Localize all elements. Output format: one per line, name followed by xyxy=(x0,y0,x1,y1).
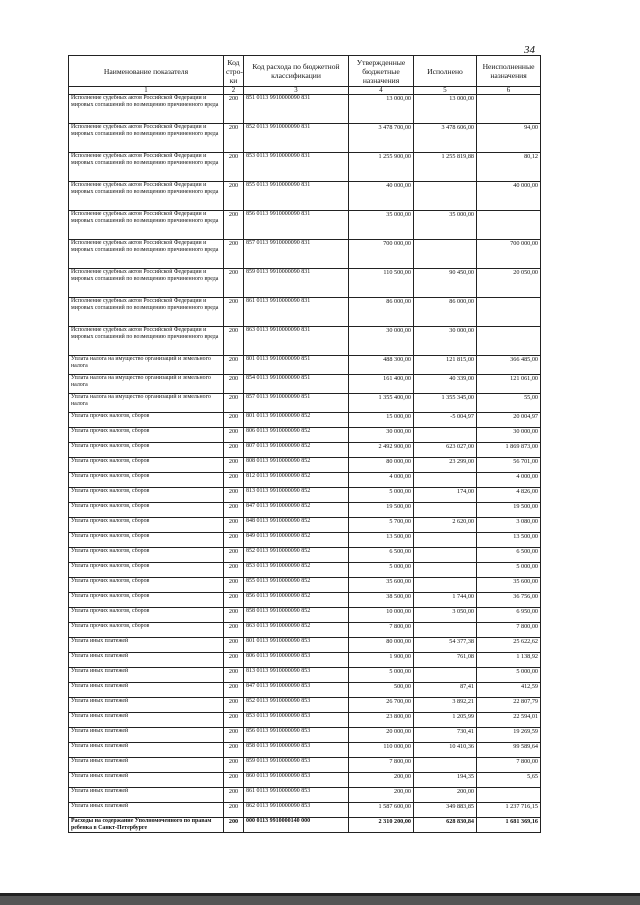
cell-budget-code: 863 0113 9910000090 852 xyxy=(244,623,349,638)
cell-name: Уплата прочих налогов, сборов xyxy=(69,623,224,638)
cell-unexecuted: 5 000,00 xyxy=(477,563,541,578)
cell-unexecuted xyxy=(477,327,541,356)
table-row xyxy=(69,240,541,269)
cell-approved: 40 000,00 xyxy=(349,182,414,211)
cell-row-code: 200 xyxy=(224,788,244,803)
total-cell-budget-code: 000 0113 9910000140 000 xyxy=(244,818,349,833)
cell-unexecuted: 1 138,92 xyxy=(477,653,541,668)
cell-name: Уплата прочих налогов, сборов xyxy=(69,413,224,428)
table-row xyxy=(69,713,541,728)
cell-unexecuted: 1 869 873,00 xyxy=(477,443,541,458)
cell-approved: 5 700,00 xyxy=(349,518,414,533)
cell-executed: 1 744,00 xyxy=(414,593,477,608)
cell-name: Уплата иных платежей xyxy=(69,653,224,668)
cell-executed xyxy=(414,668,477,683)
column-number: 5 xyxy=(414,87,477,95)
cell-name: Уплата иных платежей xyxy=(69,728,224,743)
table-row xyxy=(69,211,541,240)
cell-row-code: 200 xyxy=(224,356,244,375)
cell-executed xyxy=(414,503,477,518)
cell-executed: -5 004,97 xyxy=(414,413,477,428)
table-row xyxy=(69,668,541,683)
cell-budget-code: 855 0113 9910000090 852 xyxy=(244,578,349,593)
table-row xyxy=(69,269,541,298)
cell-budget-code: 853 0113 9910000090 853 xyxy=(244,713,349,728)
table-row xyxy=(69,698,541,713)
cell-unexecuted: 3 080,00 xyxy=(477,518,541,533)
cell-executed xyxy=(414,623,477,638)
cell-name: Исполнение судебных актов Российской Федерации и мировых соглашений по возмещению причиненного вреда xyxy=(69,211,224,240)
cell-name: Исполнение судебных актов Российской Федерации и мировых соглашений по возмещению причиненного вреда xyxy=(69,124,224,153)
table-row xyxy=(69,95,541,124)
cell-name: Уплата иных платежей xyxy=(69,638,224,653)
table-row xyxy=(69,518,541,533)
cell-executed: 10 410,36 xyxy=(414,743,477,758)
cell-approved: 7 800,00 xyxy=(349,623,414,638)
cell-name: Уплата прочих налогов, сборов xyxy=(69,503,224,518)
column-number: 2 xyxy=(224,87,244,95)
cell-approved: 6 500,00 xyxy=(349,548,414,563)
cell-budget-code: 859 0113 9910000090 853 xyxy=(244,758,349,773)
cell-approved: 1 255 900,00 xyxy=(349,153,414,182)
cell-name: Исполнение судебных актов Российской Федерации и мировых соглашений по возмещению причиненного вреда xyxy=(69,182,224,211)
table-row xyxy=(69,327,541,356)
cell-unexecuted: 30 000,00 xyxy=(477,428,541,443)
cell-approved: 1 355 400,00 xyxy=(349,394,414,413)
cell-approved: 38 500,00 xyxy=(349,593,414,608)
cell-row-code: 200 xyxy=(224,743,244,758)
cell-executed: 1 205,99 xyxy=(414,713,477,728)
header-row-code: Код стро-ки xyxy=(224,56,244,87)
cell-row-code: 200 xyxy=(224,683,244,698)
cell-row-code: 200 xyxy=(224,443,244,458)
cell-name: Уплата прочих налогов, сборов xyxy=(69,578,224,593)
cell-approved: 7 800,00 xyxy=(349,758,414,773)
cell-row-code: 200 xyxy=(224,211,244,240)
cell-approved: 80 000,00 xyxy=(349,458,414,473)
cell-executed: 54 377,38 xyxy=(414,638,477,653)
cell-name: Уплата прочих налогов, сборов xyxy=(69,488,224,503)
page-number: 34 xyxy=(524,44,535,56)
cell-row-code: 200 xyxy=(224,394,244,413)
cell-row-code: 200 xyxy=(224,653,244,668)
cell-row-code: 200 xyxy=(224,124,244,153)
table-row xyxy=(69,788,541,803)
table-row xyxy=(69,773,541,788)
cell-approved: 15 000,00 xyxy=(349,413,414,428)
cell-unexecuted: 7 800,00 xyxy=(477,623,541,638)
cell-budget-code: 806 0113 9910000090 853 xyxy=(244,653,349,668)
cell-executed: 23 299,00 xyxy=(414,458,477,473)
table-row xyxy=(69,413,541,428)
cell-approved: 30 000,00 xyxy=(349,428,414,443)
cell-budget-code: 855 0113 9910000090 831 xyxy=(244,182,349,211)
table-row xyxy=(69,356,541,375)
cell-unexecuted: 13 500,00 xyxy=(477,533,541,548)
cell-budget-code: 858 0113 9910000090 852 xyxy=(244,608,349,623)
cell-executed: 1 255 819,88 xyxy=(414,153,477,182)
cell-budget-code: 862 0113 9910000090 853 xyxy=(244,803,349,818)
cell-approved: 200,00 xyxy=(349,788,414,803)
column-number: 3 xyxy=(244,87,349,95)
cell-approved: 161 400,00 xyxy=(349,375,414,394)
cell-row-code: 200 xyxy=(224,327,244,356)
cell-unexecuted: 5 000,00 xyxy=(477,668,541,683)
table-row xyxy=(69,375,541,394)
cell-unexecuted: 20 004,97 xyxy=(477,413,541,428)
table-row xyxy=(69,683,541,698)
cell-budget-code: 859 0113 9910000090 831 xyxy=(244,269,349,298)
cell-budget-code: 856 0113 9910000090 831 xyxy=(244,211,349,240)
cell-row-code: 200 xyxy=(224,713,244,728)
cell-unexecuted: 56 701,00 xyxy=(477,458,541,473)
column-number: 6 xyxy=(477,87,541,95)
cell-unexecuted: 5,65 xyxy=(477,773,541,788)
cell-budget-code: 860 0113 9910000090 853 xyxy=(244,773,349,788)
cell-budget-code: 813 0113 9910000090 853 xyxy=(244,668,349,683)
cell-name: Исполнение судебных актов Российской Федерации и мировых соглашений по возмещению причиненного вреда xyxy=(69,298,224,327)
cell-approved: 35 000,00 xyxy=(349,211,414,240)
table-row xyxy=(69,488,541,503)
cell-name: Исполнение судебных актов Российской Федерации и мировых соглашений по возмещению причиненного вреда xyxy=(69,95,224,124)
cell-unexecuted: 1 237 716,15 xyxy=(477,803,541,818)
cell-budget-code: 848 0113 9910000090 852 xyxy=(244,518,349,533)
cell-budget-code: 813 0113 9910000090 852 xyxy=(244,488,349,503)
cell-row-code: 200 xyxy=(224,578,244,593)
cell-executed: 30 000,00 xyxy=(414,327,477,356)
table-row xyxy=(69,803,541,818)
cell-unexecuted xyxy=(477,788,541,803)
cell-approved: 3 478 700,00 xyxy=(349,124,414,153)
cell-row-code: 200 xyxy=(224,803,244,818)
cell-unexecuted: 121 061,00 xyxy=(477,375,541,394)
cell-approved: 700 000,00 xyxy=(349,240,414,269)
cell-executed: 3 478 606,00 xyxy=(414,124,477,153)
cell-unexecuted: 20 050,00 xyxy=(477,269,541,298)
cell-approved: 13 000,00 xyxy=(349,95,414,124)
cell-name: Исполнение судебных актов Российской Федерации и мировых соглашений по возмещению причиненного вреда xyxy=(69,240,224,269)
cell-row-code: 200 xyxy=(224,375,244,394)
total-cell-unexecuted: 1 681 369,16 xyxy=(477,818,541,833)
cell-row-code: 200 xyxy=(224,548,244,563)
cell-row-code: 200 xyxy=(224,698,244,713)
cell-row-code: 200 xyxy=(224,488,244,503)
cell-approved: 10 000,00 xyxy=(349,608,414,623)
cell-approved: 13 500,00 xyxy=(349,533,414,548)
cell-name: Уплата иных платежей xyxy=(69,713,224,728)
cell-executed: 623 027,00 xyxy=(414,443,477,458)
cell-approved: 5 000,00 xyxy=(349,668,414,683)
table-row xyxy=(69,443,541,458)
cell-executed: 761,08 xyxy=(414,653,477,668)
table-row xyxy=(69,533,541,548)
table-row xyxy=(69,593,541,608)
cell-row-code: 200 xyxy=(224,182,244,211)
cell-executed xyxy=(414,182,477,211)
cell-executed: 90 450,00 xyxy=(414,269,477,298)
cell-unexecuted: 94,00 xyxy=(477,124,541,153)
cell-unexecuted: 366 485,00 xyxy=(477,356,541,375)
cell-budget-code: 861 0113 9910000090 831 xyxy=(244,298,349,327)
cell-budget-code: 812 0113 9910000090 852 xyxy=(244,473,349,488)
cell-row-code: 200 xyxy=(224,95,244,124)
table-row xyxy=(69,623,541,638)
cell-budget-code: 808 0113 9910000090 852 xyxy=(244,458,349,473)
cell-executed xyxy=(414,563,477,578)
cell-budget-code: 801 0113 9910000090 852 xyxy=(244,413,349,428)
cell-row-code: 200 xyxy=(224,428,244,443)
cell-budget-code: 857 0113 9910000090 831 xyxy=(244,240,349,269)
cell-approved: 30 000,00 xyxy=(349,327,414,356)
cell-name: Уплата иных платежей xyxy=(69,698,224,713)
cell-unexecuted: 22 807,79 xyxy=(477,698,541,713)
column-number: 1 xyxy=(69,87,224,95)
cell-executed xyxy=(414,578,477,593)
cell-executed: 40 339,00 xyxy=(414,375,477,394)
cell-approved: 5 000,00 xyxy=(349,563,414,578)
table-row xyxy=(69,458,541,473)
total-cell-executed: 628 830,84 xyxy=(414,818,477,833)
cell-unexecuted xyxy=(477,211,541,240)
cell-executed: 3 892,21 xyxy=(414,698,477,713)
cell-approved: 23 800,00 xyxy=(349,713,414,728)
cell-budget-code: 801 0113 9910000090 853 xyxy=(244,638,349,653)
table-row xyxy=(69,298,541,327)
table-row xyxy=(69,653,541,668)
cell-row-code: 200 xyxy=(224,728,244,743)
cell-name: Уплата иных платежей xyxy=(69,758,224,773)
cell-unexecuted: 19 500,00 xyxy=(477,503,541,518)
cell-name: Уплата иных платежей xyxy=(69,743,224,758)
cell-name: Исполнение судебных актов Российской Федерации и мировых соглашений по возмещению причиненного вреда xyxy=(69,153,224,182)
total-cell-row-code: 200 xyxy=(224,818,244,833)
cell-budget-code: 861 0113 9910000090 853 xyxy=(244,788,349,803)
cell-approved: 110 000,00 xyxy=(349,743,414,758)
cell-approved: 35 600,00 xyxy=(349,578,414,593)
cell-approved: 80 000,00 xyxy=(349,638,414,653)
cell-executed: 3 050,00 xyxy=(414,608,477,623)
cell-name: Уплата иных платежей xyxy=(69,668,224,683)
cell-name: Уплата налога на имущество организаций и земельного налога xyxy=(69,356,224,375)
cell-approved: 488 300,00 xyxy=(349,356,414,375)
cell-unexecuted: 80,12 xyxy=(477,153,541,182)
table-row xyxy=(69,743,541,758)
table-row xyxy=(69,608,541,623)
header-unexecuted: Неисполненные назначения xyxy=(477,56,541,87)
cell-row-code: 200 xyxy=(224,503,244,518)
cell-row-code: 200 xyxy=(224,298,244,327)
cell-approved: 2 492 900,00 xyxy=(349,443,414,458)
cell-executed: 174,00 xyxy=(414,488,477,503)
cell-name: Уплата иных платежей xyxy=(69,683,224,698)
table-row xyxy=(69,578,541,593)
table-row xyxy=(69,182,541,211)
header-name: Наименование показателя xyxy=(69,56,224,87)
cell-name: Уплата иных платежей xyxy=(69,803,224,818)
cell-unexecuted: 25 622,62 xyxy=(477,638,541,653)
cell-row-code: 200 xyxy=(224,240,244,269)
budget-execution-table xyxy=(68,55,541,833)
cell-budget-code: 853 0113 9910000090 852 xyxy=(244,563,349,578)
cell-unexecuted: 40 000,00 xyxy=(477,182,541,211)
cell-approved: 86 000,00 xyxy=(349,298,414,327)
cell-unexecuted xyxy=(477,298,541,327)
table-header-row xyxy=(69,56,541,87)
cell-name: Исполнение судебных актов Российской Федерации и мировых соглашений по возмещению причиненного вреда xyxy=(69,327,224,356)
cell-executed: 1 355 345,00 xyxy=(414,394,477,413)
cell-budget-code: 858 0113 9910000090 853 xyxy=(244,743,349,758)
total-cell-name: Расходы на содержание Уполномоченного по правам ребенка в Санкт-Петербурге xyxy=(69,818,224,833)
table-row xyxy=(69,548,541,563)
cell-budget-code: 847 0113 9910000090 853 xyxy=(244,683,349,698)
cell-row-code: 200 xyxy=(224,593,244,608)
cell-executed: 13 000,00 xyxy=(414,95,477,124)
cell-executed: 35 000,00 xyxy=(414,211,477,240)
header-approved: Утвержденные бюджетные назначения xyxy=(349,56,414,87)
cell-executed: 86 000,00 xyxy=(414,298,477,327)
cell-budget-code: 863 0113 9910000090 831 xyxy=(244,327,349,356)
cell-executed: 349 883,85 xyxy=(414,803,477,818)
table-row xyxy=(69,638,541,653)
cell-executed xyxy=(414,428,477,443)
cell-unexecuted: 19 269,59 xyxy=(477,728,541,743)
table-row xyxy=(69,758,541,773)
total-cell-approved: 2 310 200,00 xyxy=(349,818,414,833)
cell-approved: 26 700,00 xyxy=(349,698,414,713)
cell-budget-code: 852 0113 9910000090 831 xyxy=(244,124,349,153)
table-row xyxy=(69,153,541,182)
cell-approved: 200,00 xyxy=(349,773,414,788)
cell-row-code: 200 xyxy=(224,773,244,788)
cell-executed xyxy=(414,533,477,548)
header-executed: Исполнено xyxy=(414,56,477,87)
cell-name: Уплата прочих налогов, сборов xyxy=(69,443,224,458)
cell-unexecuted: 36 756,00 xyxy=(477,593,541,608)
cell-name: Уплата прочих налогов, сборов xyxy=(69,533,224,548)
cell-executed xyxy=(414,240,477,269)
cell-unexecuted: 35 600,00 xyxy=(477,578,541,593)
cell-unexecuted: 7 800,00 xyxy=(477,758,541,773)
cell-row-code: 200 xyxy=(224,153,244,182)
cell-approved: 500,00 xyxy=(349,683,414,698)
cell-approved: 1 587 600,00 xyxy=(349,803,414,818)
cell-name: Исполнение судебных актов Российской Федерации и мировых соглашений по возмещению причиненного вреда xyxy=(69,269,224,298)
cell-unexecuted: 6 500,00 xyxy=(477,548,541,563)
cell-budget-code: 854 0113 9910000090 851 xyxy=(244,375,349,394)
cell-executed xyxy=(414,548,477,563)
cell-name: Уплата прочих налогов, сборов xyxy=(69,608,224,623)
column-number: 4 xyxy=(349,87,414,95)
cell-budget-code: 849 0113 9910000090 852 xyxy=(244,533,349,548)
table-row xyxy=(69,503,541,518)
cell-name: Уплата прочих налогов, сборов xyxy=(69,518,224,533)
cell-budget-code: 856 0113 9910000090 852 xyxy=(244,593,349,608)
cell-executed xyxy=(414,758,477,773)
cell-name: Уплата прочих налогов, сборов xyxy=(69,458,224,473)
cell-row-code: 200 xyxy=(224,758,244,773)
cell-unexecuted: 4 000,00 xyxy=(477,473,541,488)
cell-row-code: 200 xyxy=(224,473,244,488)
cell-row-code: 200 xyxy=(224,668,244,683)
cell-executed xyxy=(414,473,477,488)
cell-unexecuted: 99 589,64 xyxy=(477,743,541,758)
cell-row-code: 200 xyxy=(224,269,244,298)
table-row xyxy=(69,728,541,743)
cell-approved: 20 000,00 xyxy=(349,728,414,743)
cell-budget-code: 857 0113 9910000090 851 xyxy=(244,394,349,413)
cell-name: Уплата прочих налогов, сборов xyxy=(69,548,224,563)
cell-unexecuted: 55,00 xyxy=(477,394,541,413)
cell-budget-code: 852 0113 9910000090 853 xyxy=(244,698,349,713)
cell-row-code: 200 xyxy=(224,623,244,638)
cell-row-code: 200 xyxy=(224,518,244,533)
cell-row-code: 200 xyxy=(224,413,244,428)
table-body xyxy=(69,95,541,833)
cell-unexecuted: 4 826,00 xyxy=(477,488,541,503)
cell-approved: 4 000,00 xyxy=(349,473,414,488)
cell-row-code: 200 xyxy=(224,458,244,473)
cell-unexecuted xyxy=(477,95,541,124)
cell-budget-code: 853 0113 9910000090 831 xyxy=(244,153,349,182)
header-budget-code: Код расхода по бюджетной классификации xyxy=(244,56,349,87)
table-row xyxy=(69,473,541,488)
table-row xyxy=(69,394,541,413)
cell-name: Уплата иных платежей xyxy=(69,788,224,803)
cell-budget-code: 847 0113 9910000090 852 xyxy=(244,503,349,518)
cell-executed: 194,35 xyxy=(414,773,477,788)
cell-budget-code: 807 0113 9910000090 852 xyxy=(244,443,349,458)
cell-approved: 19 500,00 xyxy=(349,503,414,518)
cell-name: Уплата иных платежей xyxy=(69,773,224,788)
cell-row-code: 200 xyxy=(224,563,244,578)
cell-approved: 5 000,00 xyxy=(349,488,414,503)
cell-unexecuted: 700 000,00 xyxy=(477,240,541,269)
cell-executed: 2 620,00 xyxy=(414,518,477,533)
cell-budget-code: 806 0113 9910000090 852 xyxy=(244,428,349,443)
cell-executed: 121 815,00 xyxy=(414,356,477,375)
cell-unexecuted: 6 950,00 xyxy=(477,608,541,623)
total-row xyxy=(69,818,541,833)
cell-budget-code: 852 0113 9910000090 852 xyxy=(244,548,349,563)
cell-name: Уплата прочих налогов, сборов xyxy=(69,473,224,488)
cell-name: Уплата налога на имущество организаций и земельного налога xyxy=(69,375,224,394)
cell-approved: 1 900,00 xyxy=(349,653,414,668)
cell-budget-code: 856 0113 9910000090 853 xyxy=(244,728,349,743)
cell-budget-code: 851 0113 9910000090 831 xyxy=(244,95,349,124)
cell-name: Уплата прочих налогов, сборов xyxy=(69,563,224,578)
cell-executed: 87,41 xyxy=(414,683,477,698)
cell-executed: 730,41 xyxy=(414,728,477,743)
cell-row-code: 200 xyxy=(224,608,244,623)
cell-row-code: 200 xyxy=(224,533,244,548)
cell-approved: 110 500,00 xyxy=(349,269,414,298)
table-row xyxy=(69,563,541,578)
cell-name: Уплата прочих налогов, сборов xyxy=(69,428,224,443)
cell-unexecuted: 412,59 xyxy=(477,683,541,698)
scan-edge-shadow xyxy=(0,896,640,905)
cell-unexecuted: 22 594,01 xyxy=(477,713,541,728)
cell-name: Уплата прочих налогов, сборов xyxy=(69,593,224,608)
cell-budget-code: 801 0113 9910000090 851 xyxy=(244,356,349,375)
cell-executed: 200,00 xyxy=(414,788,477,803)
table-row xyxy=(69,428,541,443)
cell-name: Уплата налога на имущество организаций и земельного налога xyxy=(69,394,224,413)
table-row xyxy=(69,124,541,153)
cell-row-code: 200 xyxy=(224,638,244,653)
column-number-row xyxy=(69,87,541,95)
